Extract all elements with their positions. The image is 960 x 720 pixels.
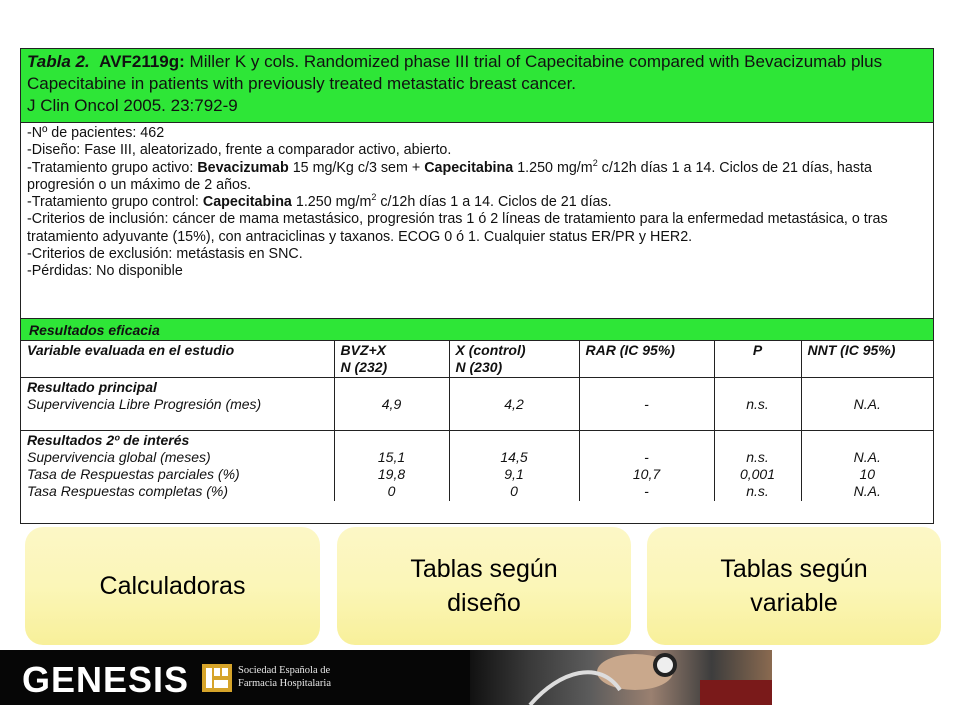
secondary-p: n.s. 0,001 n.s. <box>714 431 801 502</box>
header-rar: RAR (IC 95%) <box>579 341 714 378</box>
doctor-photo <box>470 650 772 705</box>
header-p: P <box>714 341 801 378</box>
results-heading: Resultados eficacia <box>21 319 933 341</box>
study-table <box>20 48 934 524</box>
table-header-row <box>21 341 933 378</box>
genesis-logo: GENESIS <box>22 659 190 700</box>
design-text: -Diseño: Fase III, aleatorizado, frente a comparador activo, abierto. <box>27 142 452 159</box>
sefh-name: Sociedad Española de Farmacia Hospitalaria <box>238 665 332 689</box>
header-variable: Variable evaluada en el estudio <box>21 341 334 378</box>
card-tablas-variable[interactable] <box>647 527 941 645</box>
table-title-block <box>21 49 933 123</box>
header-x: X (control) N (230) <box>449 341 579 378</box>
card-tablas-diseno[interactable] <box>337 527 631 645</box>
principal-cell: Resultado principal Supervivencia Libre Progresión (mes) <box>21 378 334 431</box>
header-nnt: NNT (IC 95%) <box>801 341 933 378</box>
footer <box>0 650 960 720</box>
card-calculadoras-label: Calculadoras <box>99 572 246 600</box>
study-code: AVF2119g: <box>99 52 185 71</box>
study-title: Miller K y cols. Randomized phase III trial of Capecitabine compared with Bevacizumab plus Capecitabine in patients with previously treated metastatic breast cancer. <box>27 52 883 93</box>
control-treatment: -Tratamiento grupo control: Capecitabina 1.250 $mg/m^2$ c/12h días 1 a 14. Ciclos de 21 días. <box>27 192 612 211</box>
study-citation: J Clin Oncol 2005. 23:792-9 <box>27 96 238 115</box>
principal-x: 4,2 <box>449 378 579 431</box>
header-bvz: BVZ+X N (232) <box>334 341 449 378</box>
results-table <box>21 341 933 501</box>
patients-count: -Nº de pacientes: 462 <box>27 125 165 141</box>
principal-bvz: 4,9 <box>334 378 449 431</box>
active-treatment: -Tratamiento grupo activo: Bevacizumab 15 mg/Kg c/3 sem + Capecitabina 1.250 $mg/m^2$ c/12h días 1 a 14. Ciclos de 21 días, hasta progresión o un máximo de 2 años. <box>27 157 872 193</box>
study-description <box>21 123 933 319</box>
table-row-principal <box>21 378 933 431</box>
card-calculadoras[interactable] <box>25 527 320 645</box>
table-row-secondary <box>21 431 933 502</box>
secondary-cell: Resultados 2º de interés Supervivencia global (meses) Tasa de Respuestas parciales (%) Tasa Respuestas completas (%) <box>21 431 334 502</box>
secondary-nnt: N.A. 10 N.A. <box>801 431 933 502</box>
principal-rar: - <box>579 378 714 431</box>
footer-bar <box>0 650 772 705</box>
sefh-logo-icon <box>202 664 232 692</box>
secondary-bvz: 15,1 19,8 0 <box>334 431 449 502</box>
losses-text: -Pérdidas: No disponible <box>27 263 183 280</box>
exclusion-criteria: -Criterios de exclusión: metástasis en SNC. <box>27 246 303 263</box>
inclusion-criteria: -Criterios de inclusión: cáncer de mama metastásico, progresión tras 1 ó 2 líneas de tratamiento para la enfermedad metastásica, o tras tratamiento adyuvante (15%), con antraciclinas y taxanos. ECOG 0 ó 1. Cualquier status ER/PR y HER2. <box>27 211 888 245</box>
secondary-x: 14,5 9,1 0 <box>449 431 579 502</box>
card-tablas-variable-label: Tablas según variable <box>720 555 868 617</box>
card-tablas-diseno-label: Tablas según diseño <box>410 555 558 617</box>
principal-nnt: N.A. <box>801 378 933 431</box>
secondary-rar: - 10,7 - <box>579 431 714 502</box>
principal-p: n.s. <box>714 378 801 431</box>
table-number: Tabla 2. <box>27 52 90 71</box>
navigation-cards <box>0 527 960 645</box>
